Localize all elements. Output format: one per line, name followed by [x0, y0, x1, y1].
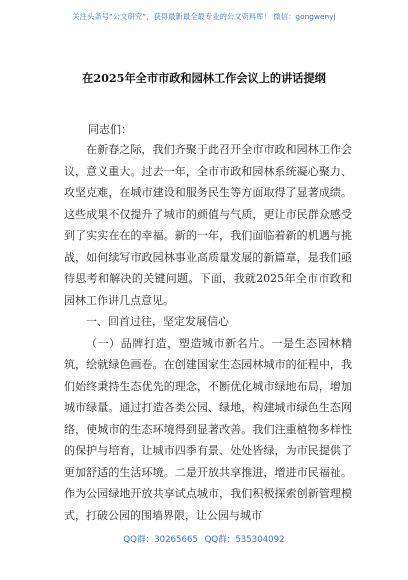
header-promo-banner: 关注头条号“公文研究”，获得最新最全最专业的公文资料库！ 微信：gongwenyj [72, 12, 336, 21]
qq-group-1: QQ群：30265665 [123, 535, 198, 545]
footer-qq-banner [0, 533, 408, 545]
document-body [64, 139, 352, 526]
document-title: 在2025年全市市政和园林工作会议上的讲话提纲 [82, 71, 326, 85]
body-paragraph: （一）品牌打造，塑造城市新名片。一是生态园林精筑，绘就绿色画卷。在创建国家生态园林城市的征程中，我们始终秉持生态优先的理念，不断优化城市绿地布局，增加城市绿量。通过打造各类公园、绿地，构建城市绿色生态网络，使城市的生态环境得到显著改善。我们注重植物多样性的保护与培育，让城市四季有景、处处皆绿，为市民提供了更加舒适的生活环境。二是开放共享推进，增进市民福祉。作为公园绿地开放共享试点城市，我们积极探索创新管理模式，打破公园的围墙界限，让公园与城市 [64, 336, 352, 522]
qq-group-2: QQ群：535304092 [204, 535, 285, 545]
greeting: 同志们： [88, 123, 132, 136]
section-heading: 一、回首过往，坚定发展信心 [86, 315, 229, 328]
intro-paragraph: 在新春之际，我们齐聚于此召开全市市政和园林工作会议，意义重大。过去一年，全市市政和园林系统凝心聚力、攻坚克难，在城市建设和服务民生等方面取得了显著成绩。这些成果不仅提升了城市的颜值与气质，更让市民群众感受到了实实在在的幸福。新的一年，我们面临着新的机遇与挑战，如何续写市政园林事业高质量发展的新篇章，是我们亟待思考和解决的关键问题。下面，我就2025年全市市政和园林工作讲几点意见。 [64, 143, 352, 307]
